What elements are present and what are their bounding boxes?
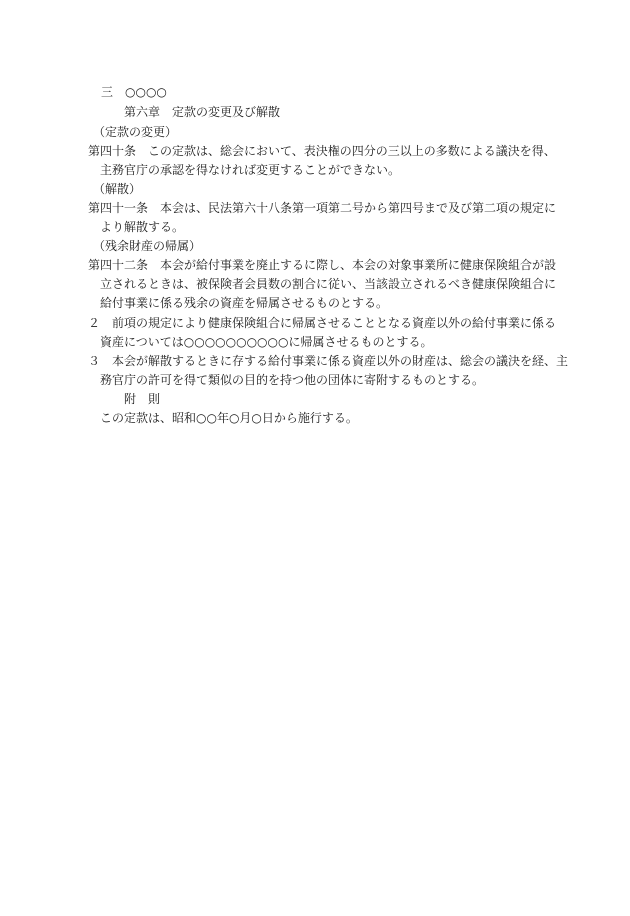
article-42-para-2-line-1: ２ 前項の規定により健康保険組合に帰属させることとなる資産以外の給付事業に係る [88,316,557,330]
article-41-line-2: より解散する。 [100,220,185,234]
article-42-line-2: 立されるときは、被保険者会員数の割合に従い、当該設立されるべき健康保険組合に [100,277,557,291]
article-42-para-2-line-2: 資産については○○○○○○○○○○に帰属させるものとする。 [100,335,433,349]
article-42-para-3-line-1: ３ 本会が解散するときに存する給付事業に係る資産以外の財産は、総会の議決を経、主 [88,354,569,368]
article-42-para-3-line-2: 務官庁の許可を得て類似の目的を持つ他の団体に寄附するものとする。 [100,373,485,387]
supplementary-text: この定款は、昭和○○年○月○日から施行する。 [100,411,358,425]
chapter-6-heading: 第六章 定款の変更及び解散 [124,105,281,119]
article-40-line-2: 主務官庁の承認を得なければ変更することができない。 [100,163,401,177]
heading-residual: （残余財産の帰属） [93,239,202,253]
item-three: 三 ○○○○ [101,85,167,99]
heading-amendment: （定款の変更） [93,125,178,139]
article-41-line-1: 第四十一条 本会は、民法第六十八条第一項第二号から第四号まで及び第二項の規定に [88,201,557,215]
heading-dissolution: （解散） [93,182,142,196]
article-42-line-1: 第四十二条 本会が給付事業を廃止するに際し、本会の対象事業所に健康保険組合が設 [88,258,557,272]
supplementary-heading: 附 則 [124,392,161,406]
article-42-line-3: 給付事業に係る残余の資産を帰属させるものとする。 [100,296,389,310]
article-40-line-1: 第四十条 この定款は、総会において、表決権の四分の三以上の多数による議決を得、 [88,144,556,158]
